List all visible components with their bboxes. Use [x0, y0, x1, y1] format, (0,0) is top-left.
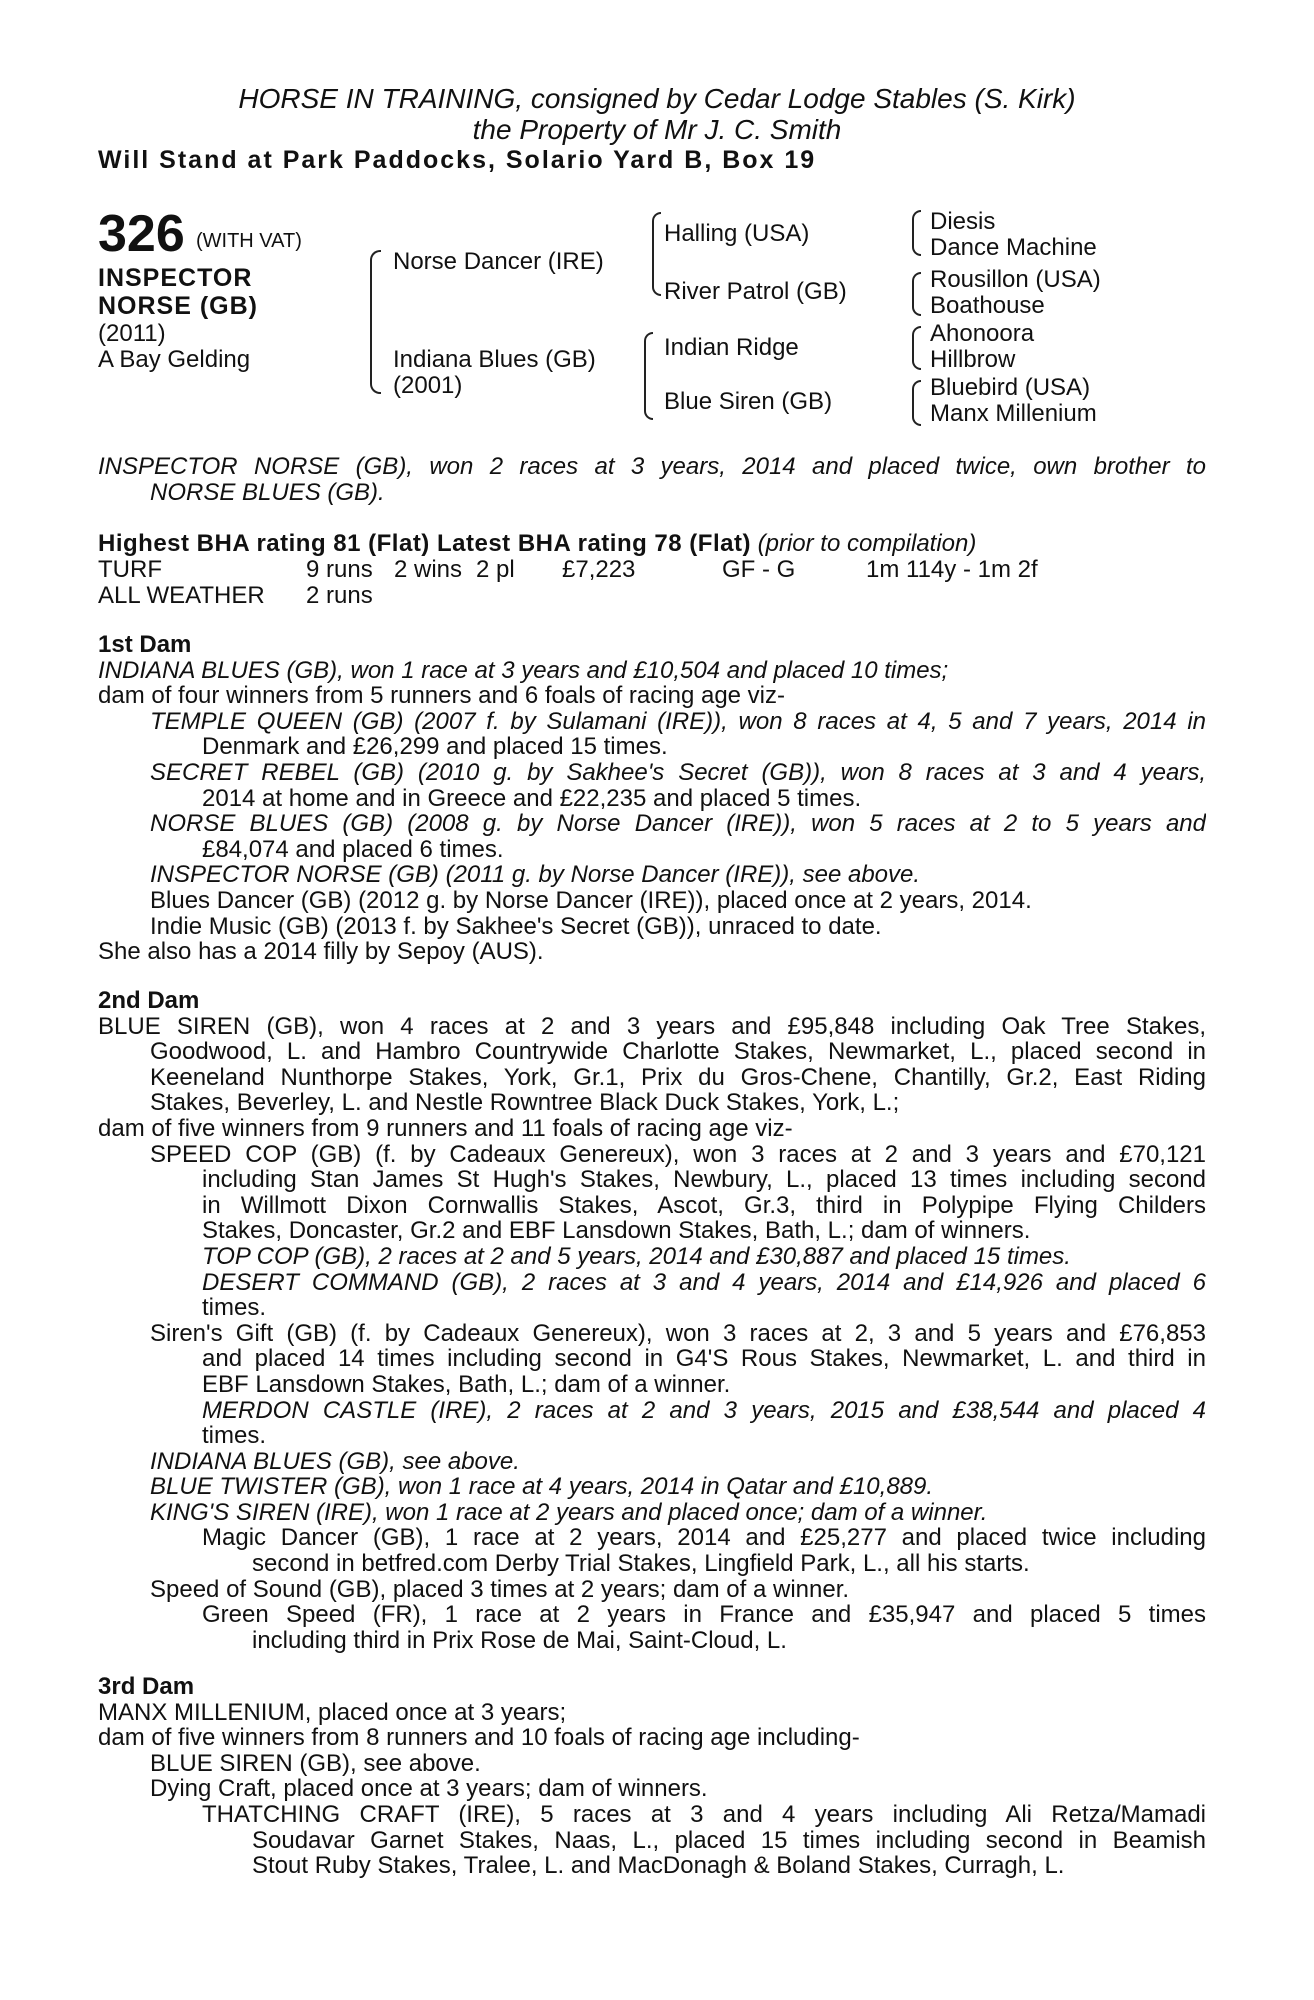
progeny-line: TOP COP (GB), 2 races at 2 and 5 years, 2014 and £30,887 and placed 15 times. [202, 1243, 1071, 1270]
progeny-line: second in betfred.com Derby Trial Stakes, Lingfield Park, L., all his starts. [252, 1551, 1030, 1577]
progeny-line: times. [202, 1295, 267, 1321]
pedigree-brace [912, 210, 921, 256]
pedigree-dam: Indiana Blues (GB) [393, 346, 596, 373]
turf-distance: 1m 114y - 1m 2f [866, 556, 1038, 583]
first-dam-section [98, 632, 1206, 965]
progeny-line: INDIANA BLUES (GB), see above. [150, 1448, 520, 1475]
pedigree-g3: Rousillon (USA) [930, 266, 1101, 293]
pedigree-brace [370, 250, 381, 394]
header-owner: the Property of Mr J. C. Smith [472, 114, 842, 145]
progeny-line: Siren's Gift (GB) (f. by Cadeaux Genereux), won 3 races at 2, 3 and 5 years and £76,853 [150, 1320, 1206, 1347]
progeny-line: Speed of Sound (GB), placed 3 times at 2 years; dam of a winner. [150, 1576, 850, 1603]
stand-location: Will Stand at Park Paddocks, Solario Yard B, Box 19 [98, 146, 817, 174]
progeny-line: Stout Ruby Stakes, Tralee, L. and MacDonagh & Boland Stakes, Curragh, L. [252, 1853, 1065, 1879]
turf-going: GF - G [722, 556, 796, 583]
pedigree-brace [912, 380, 921, 426]
progeny-line: Indie Music (GB) (2013 f. by Sakhee's Secret (GB)), unraced to date. [150, 913, 882, 940]
dam-line: Keeneland Nunthorpe Stakes, York, Gr.1, Prix du Gros-Chene, Chantilly, Gr.2, East Riding [150, 1064, 1206, 1091]
third-dam-section [98, 1674, 1206, 1879]
pedigree-brace [652, 212, 661, 296]
all-weather-runs: 2 runs [306, 582, 373, 609]
horse-name-line2: NORSE (GB) [98, 292, 258, 320]
progeny-line: including third in Prix Rose de Mai, Saint-Cloud, L. [252, 1627, 787, 1654]
pedigree-g7: Bluebird (USA) [930, 374, 1091, 401]
progeny-line: BLUE TWISTER (GB), won 1 race at 4 years, 2014 in Qatar and £10,889. [150, 1474, 934, 1500]
foaling-year: (2011) [98, 320, 166, 347]
vat-note: (WITH VAT) [196, 230, 302, 252]
intro-line: INSPECTOR NORSE (GB), won 2 races at 3 years, 2014 and placed twice, own brother to [98, 454, 1206, 480]
pedigree-brace [912, 326, 921, 370]
section-heading: 3rd Dam [98, 1674, 195, 1700]
turf-runs: 9 runs [306, 556, 373, 583]
header-title: HORSE IN TRAINING, consigned by Cedar Lodge Stables (S. Kirk) [238, 83, 1076, 114]
dam-line: Goodwood, L. and Hambro Countrywide Charlotte Stakes, Newmarket, L., placed second in [150, 1039, 1206, 1065]
rating-note: (prior to compilation) [757, 530, 977, 557]
second-dam-section [98, 988, 1206, 1653]
progeny-line: TEMPLE QUEEN (GB) (2007 f. by Sulamani (IRE)), won 8 races at 4, 5 and 7 years, 2014 in [150, 708, 1206, 735]
pedigree-g5: Ahonoora [930, 320, 1035, 347]
intro-line: NORSE BLUES (GB). [150, 479, 385, 506]
section-heading: 2nd Dam [98, 988, 200, 1014]
progeny-line: £84,074 and placed 6 times. [202, 836, 504, 863]
progeny-line: BLUE SIREN (GB), see above. [150, 1750, 481, 1777]
progeny-line: 2014 at home and in Greece and £22,235 and placed 5 times. [202, 785, 862, 812]
progeny-line: EBF Lansdown Stakes, Bath, L.; dam of a winner. [202, 1371, 731, 1398]
dam-line: MANX MILLENIUM, placed once at 3 years; [98, 1699, 567, 1726]
horse-description: A Bay Gelding [98, 346, 251, 373]
pedigree-g1: Diesis [930, 208, 996, 235]
pedigree-sire-sire: Halling (USA) [664, 220, 810, 247]
turf-wins: 2 wins [394, 556, 463, 583]
progeny-line: INSPECTOR NORSE (GB) (2011 g. by Norse Dancer (IRE)), see above. [150, 862, 921, 888]
dam-line: Stakes, Beverley, L. and Nestle Rowntree Black Duck Stakes, York, L.; [150, 1090, 900, 1116]
progeny-line: Dying Craft, placed once at 3 years; dam of winners. [150, 1776, 708, 1802]
intro-block [98, 454, 1206, 505]
progeny-line: SECRET REBEL (GB) (2010 g. by Sakhee's Secret (GB)), won 8 races at 3 and 4 years, [150, 759, 1206, 786]
dam-line: INDIANA BLUES (GB), won 1 race at 3 years and £10,504 and placed 10 times; [98, 657, 949, 684]
dam-line: BLUE SIREN (GB), won 4 races at 2 and 3 years and £95,848 including Oak Tree Stakes, [98, 1013, 1206, 1040]
rating-line [98, 530, 976, 558]
progeny-line: Soudavar Garnet Stakes, Naas, L., placed 15 times including second in Beamish [252, 1827, 1206, 1854]
all-weather-label: ALL WEATHER [98, 582, 265, 609]
progeny-line: KING'S SIREN (IRE), won 1 race at 2 years and placed once; dam of a winner. [150, 1499, 988, 1526]
pedigree-g4: Boathouse [930, 292, 1045, 319]
pedigree-brace [912, 272, 921, 316]
pedigree-sire-dam: River Patrol (GB) [664, 278, 847, 305]
pedigree-sire: Norse Dancer (IRE) [393, 248, 604, 275]
progeny-line: including Stan James St Hugh's Stakes, Newbury, L., placed 13 times including second [202, 1167, 1206, 1193]
progeny-line: Blues Dancer (GB) (2012 g. by Norse Dancer (IRE)), placed once at 2 years, 2014. [150, 887, 1032, 914]
progeny-line: MERDON CASTLE (IRE), 2 races at 2 and 3 years, 2015 and £38,544 and placed 4 [202, 1397, 1206, 1424]
progeny-line: times. [202, 1423, 267, 1449]
horse-name-line1: INSPECTOR [98, 264, 253, 292]
section-heading: 1st Dam [98, 632, 192, 658]
progeny-line: THATCHING CRAFT (IRE), 5 races at 3 and 4 years including Ali Retza/Mamadi [202, 1801, 1206, 1828]
pedigree-brace [644, 332, 653, 420]
dam-line: dam of five winners from 9 runners and 11 foals of racing age viz- [98, 1115, 793, 1142]
progeny-line: NORSE BLUES (GB) (2008 g. by Norse Dancer (IRE)), won 5 races at 2 to 5 years and [150, 811, 1206, 837]
turf-placed: 2 pl [476, 556, 515, 583]
pedigree-g2: Dance Machine [930, 234, 1097, 261]
progeny-line: Stakes, Doncaster, Gr.2 and EBF Lansdown Stakes, Bath, L.; dam of winners. [202, 1218, 1031, 1244]
turf-prize-money: £7,223 [562, 556, 636, 583]
progeny-line: Green Speed (FR), 1 race at 2 years in France and £35,947 and placed 5 times [202, 1602, 1206, 1628]
lot-number: 326 [98, 205, 185, 263]
pedigree-dam-dam: Blue Siren (GB) [664, 388, 833, 415]
progeny-line: Magic Dancer (GB), 1 race at 2 years, 2014 and £25,277 and placed twice including [202, 1525, 1206, 1552]
rating-heading: Highest BHA rating 81 (Flat) Latest BHA rating 78 (Flat) [98, 530, 751, 557]
progeny-line: She also has a 2014 filly by Sepoy (AUS). [98, 939, 544, 965]
turf-label: TURF [98, 556, 162, 583]
pedigree-g8: Manx Millenium [930, 400, 1097, 427]
progeny-line: in Willmott Dixon Cornwallis Stakes, Ascot, Gr.3, third in Polypipe Flying Childers [202, 1192, 1206, 1219]
progeny-line: SPEED COP (GB) (f. by Cadeaux Genereux), won 3 races at 2 and 3 years and £70,121 [150, 1141, 1206, 1168]
pedigree-g6: Hillbrow [930, 346, 1016, 373]
dam-line: dam of four winners from 5 runners and 6 foals of racing age viz- [98, 683, 785, 709]
progeny-line: DESERT COMMAND (GB), 2 races at 3 and 4 years, 2014 and £14,926 and placed 6 [202, 1269, 1206, 1296]
dam-line: dam of five winners from 8 runners and 10 foals of racing age including- [98, 1725, 860, 1751]
pedigree-dam-year: (2001) [393, 372, 463, 399]
progeny-line: and placed 14 times including second in G4'S Rous Stakes, Newmarket, L. and third in [202, 1346, 1206, 1372]
progeny-line: Denmark and £26,299 and placed 15 times. [202, 734, 668, 760]
pedigree-dam-sire: Indian Ridge [664, 334, 799, 361]
